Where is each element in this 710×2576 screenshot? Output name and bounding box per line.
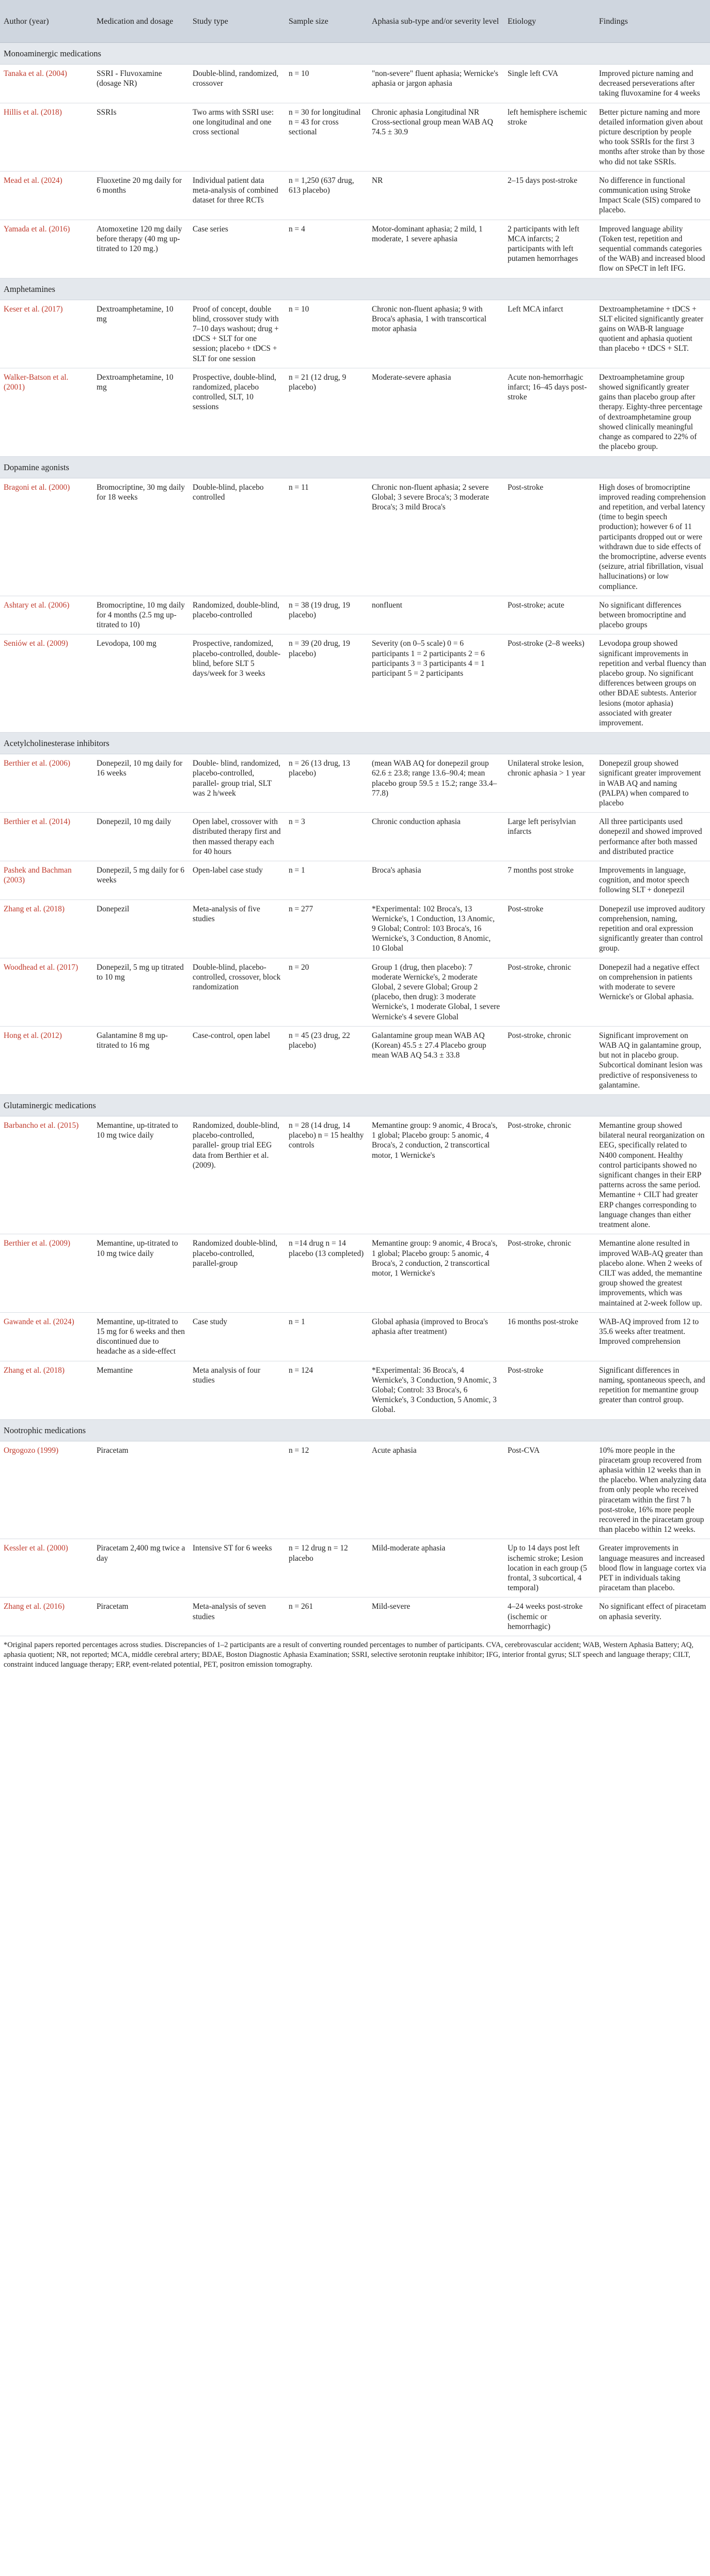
cell-author[interactable]: Keser et al. (2017) (0, 300, 93, 368)
cell-author[interactable]: Hong et al. (2012) (0, 1026, 93, 1094)
cell-author[interactable]: Zhang et al. (2018) (0, 1361, 93, 1419)
cell-medication: Piracetam (93, 1441, 189, 1539)
cell-aphasia: NR (368, 171, 504, 220)
cell-sample-size: n = 1 (285, 861, 368, 900)
cell-author[interactable]: Hillis et al. (2018) (0, 103, 93, 171)
cell-author[interactable]: Tanaka et al. (2004) (0, 65, 93, 103)
cell-aphasia: Memantine group: 9 anomic, 4 Broca's, 1 global; Placebo group: 5 anomic, 4 Broca's, 2 conduction, 2 transcortical motor, 1 Wernicke's (368, 1234, 504, 1312)
cell-findings: Dextroamphetamine group showed significantly greater gains than placebo group after therapy. Eighty-three percentage of dextroamphetamine group showed clinically meaningful change as compared to 22% of the placebo group. (595, 368, 710, 456)
cell-study-type: Individual patient data meta-analysis of combined dataset for three RCTs (189, 171, 285, 220)
cell-medication: Memantine, up-titrated to 10 mg twice daily (93, 1116, 189, 1234)
cell-medication: Dextroamphetamine, 10 mg (93, 368, 189, 456)
table-row (0, 899, 710, 958)
cell-author[interactable]: Seniów et al. (2009) (0, 634, 93, 733)
cell-etiology: Large left perisylvian infarcts (504, 813, 595, 861)
cell-aphasia: Broca's aphasia (368, 861, 504, 900)
cell-aphasia: *Experimental: 36 Broca's, 4 Wernicke's, 3 Conduction, 9 Anomic, 3 Global; Control: 33 Broca's, 6 Wernicke's, 3 Conduction, 5 Anomic, 3 Global. (368, 1361, 504, 1419)
cell-etiology: Post-stroke (2–8 weeks) (504, 634, 595, 733)
cell-medication: SSRIs (93, 103, 189, 171)
table-row (0, 220, 710, 278)
table-row (0, 1234, 710, 1312)
cell-author[interactable]: Kessler et al. (2000) (0, 1539, 93, 1597)
cell-study-type: Case study (189, 1312, 285, 1361)
cell-sample-size: n = 30 for longitudinal n = 43 for cross sectional (285, 103, 368, 171)
section-title: Nootrophic medications (0, 1419, 710, 1441)
cell-findings: WAB-AQ improved from 12 to 35.6 weeks after treatment. Improved comprehension (595, 1312, 710, 1361)
cell-study-type: Open label, crossover with distributed therapy first and then massed therapy each for 40 hours (189, 813, 285, 861)
cell-etiology: Post-stroke (504, 1361, 595, 1419)
table-row (0, 300, 710, 368)
cell-author[interactable]: Mead et al. (2024) (0, 171, 93, 220)
cell-etiology: Post-stroke, chronic (504, 1116, 595, 1234)
cell-etiology: Post-stroke, chronic (504, 1234, 595, 1312)
cell-author[interactable]: Zhang et al. (2016) (0, 1597, 93, 1636)
cell-medication: Memantine, up-titrated to 15 mg for 6 weeks and then discontinued due to headache as a side-effect (93, 1312, 189, 1361)
cell-etiology: Post-stroke; acute (504, 596, 595, 634)
cell-findings: Improvements in language, cognition, and motor speech following SLT + donepezil (595, 861, 710, 900)
cell-study-type: Randomized double-blind, placebo-controlled, parallel-group (189, 1234, 285, 1312)
cell-findings: Memantine group showed bilateral neural reorganization on EEG, specifically related to N400 component. Healthy control participants showed no significant changes in their ERP patterns across the same period. Memantine + CILT had greater ERP changes corresponding to language changes than either treatment alone. (595, 1116, 710, 1234)
cell-findings: Dextroamphetamine + tDCS + SLT elicited significantly greater gains on WAB-R language quotient and aphasia quotient than placebo + tDCS + SLT. (595, 300, 710, 368)
cell-author[interactable]: Pashek and Bachman (2003) (0, 861, 93, 900)
cell-etiology: left hemisphere ischemic stroke (504, 103, 595, 171)
cell-etiology: 16 months post-stroke (504, 1312, 595, 1361)
cell-aphasia: Memantine group: 9 anomic, 4 Broca's, 1 global; Placebo group: 5 anomic, 4 Broca's, 2 conduction, 2 transcortical motor, 1 Wernicke's (368, 1116, 504, 1234)
table-row (0, 1116, 710, 1234)
cell-author[interactable]: Walker-Batson et al. (2001) (0, 368, 93, 456)
section-title: Dopamine agonists (0, 456, 710, 478)
header-sample-size: Sample size (285, 0, 368, 43)
cell-sample-size: n =14 drug n = 14 placebo (13 completed) (285, 1234, 368, 1312)
cell-etiology: Post-stroke (504, 478, 595, 596)
cell-medication: Atomoxetine 120 mg daily before therapy (40 mg up-titrated to 120 mg.) (93, 220, 189, 278)
cell-etiology: Acute non-hemorrhagic infarct; 16–45 days post-stroke (504, 368, 595, 456)
section-header-row (0, 1095, 710, 1116)
cell-author[interactable]: Berthier et al. (2006) (0, 754, 93, 813)
table-row (0, 634, 710, 733)
cell-sample-size: n = 1 (285, 1312, 368, 1361)
table-row (0, 368, 710, 456)
section-title: Acetylcholinesterase inhibitors (0, 733, 710, 754)
cell-etiology: Post-CVA (504, 1441, 595, 1539)
cell-etiology: Post-stroke, chronic (504, 1026, 595, 1094)
cell-medication: Donepezil, 10 mg daily (93, 813, 189, 861)
header-author: Author (year) (0, 0, 93, 43)
cell-aphasia: Acute aphasia (368, 1441, 504, 1539)
cell-author[interactable]: Ashtary et al. (2006) (0, 596, 93, 634)
table-row (0, 103, 710, 171)
cell-author[interactable]: Orgogozo (1999) (0, 1441, 93, 1539)
cell-medication: Donepezil (93, 899, 189, 958)
cell-findings: Greater improvements in language measures and increased blood flow in language cortex via PET in individuals taking piracetam than placebo. (595, 1539, 710, 1597)
cell-sample-size: n = 1,250 (637 drug, 613 placebo) (285, 171, 368, 220)
cell-medication: SSRI - Fluvoxamine (dosage NR) (93, 65, 189, 103)
cell-medication: Piracetam 2,400 mg twice a day (93, 1539, 189, 1597)
cell-aphasia: Chronic conduction aphasia (368, 813, 504, 861)
cell-etiology: 4–24 weeks post-stroke (ischemic or hemorrhagic) (504, 1597, 595, 1636)
cell-etiology: Post-stroke, chronic (504, 958, 595, 1026)
cell-author[interactable]: Woodhead et al. (2017) (0, 958, 93, 1026)
table-row (0, 1361, 710, 1419)
cell-findings: Significant improvement on WAB AQ in galantamine group, but not in placebo group. Subcortical dominant lesion was predictive of responsiveness to galantamine. (595, 1026, 710, 1094)
cell-author[interactable]: Zhang et al. (2018) (0, 899, 93, 958)
cell-medication: Donepezil, 10 mg daily for 16 weeks (93, 754, 189, 813)
cell-study-type: Double-blind, randomized, crossover (189, 65, 285, 103)
cell-sample-size: n = 277 (285, 899, 368, 958)
cell-findings: Better picture naming and more detailed information given about picture description by people who took SSRIs for the first 3 months after stroke than by those who did not take SSRIs. (595, 103, 710, 171)
cell-sample-size: n = 261 (285, 1597, 368, 1636)
cell-sample-size: n = 38 (19 drug, 19 placebo) (285, 596, 368, 634)
header-medication: Medication and dosage (93, 0, 189, 43)
cell-study-type: Double-blind, placebo-controlled, crossover, block randomization (189, 958, 285, 1026)
cell-aphasia: Severity (on 0–5 scale) 0 = 6 participants 1 = 2 participants 2 = 6 participants 3 = 3 participants 4 = 1 participant 5 = 2 participants (368, 634, 504, 733)
section-title: Monoaminergic medications (0, 43, 710, 65)
table-row (0, 171, 710, 220)
cell-sample-size: n = 3 (285, 813, 368, 861)
cell-medication: Fluoxetine 20 mg daily for 6 months (93, 171, 189, 220)
cell-study-type: Double- blind, randomized, placebo-controlled, parallel- group trial, SLT was 2 h/week (189, 754, 285, 813)
table-row (0, 596, 710, 634)
table-row (0, 754, 710, 813)
cell-aphasia: Global aphasia (improved to Broca's aphasia after treatment) (368, 1312, 504, 1361)
cell-sample-size: n = 124 (285, 1361, 368, 1419)
cell-aphasia: Mild-moderate aphasia (368, 1539, 504, 1597)
table-row (0, 65, 710, 103)
cell-study-type: Meta-analysis of five studies (189, 899, 285, 958)
footnote: *Original papers reported percentages across studies. Discrepancies of 1–2 participants are a result of converting rounded percentages to number of participants. CVA, cerebrovascular accident; WAB, Western Aphasia Battery; AQ, aphasia quotient; NR, not reported; MCA, middle cerebral artery; BDAE, Boston Diagnostic Aphasia Examination; SSRI, selective serotonin reuptake inhibitor; IFG, interior frontal gyrus; SLT speech and language therapy; CILT, constraint induced language therapy; ERP, event-related potential, PET, positron emission tomography. (4, 1641, 694, 1669)
cell-etiology: 7 months post stroke (504, 861, 595, 900)
cell-findings: Improved picture naming and decreased perseverations after taking fluvoxamine for 4 weeks (595, 65, 710, 103)
section-header-row (0, 733, 710, 754)
cell-findings: Significant differences in naming, spontaneous speech, and repetition for memantine group greater than control group. (595, 1361, 710, 1419)
cell-sample-size: n = 28 (14 drug, 14 placebo) n = 15 healthy controls (285, 1116, 368, 1234)
cell-sample-size: n = 45 (23 drug, 22 placebo) (285, 1026, 368, 1094)
cell-medication: Bromocriptine, 30 mg daily for 18 weeks (93, 478, 189, 596)
cell-medication: Donepezil, 5 mg daily for 6 weeks (93, 861, 189, 900)
header-findings: Findings (595, 0, 710, 43)
cell-sample-size: n = 10 (285, 300, 368, 368)
cell-aphasia: *Experimental: 102 Broca's, 13 Wernicke's, 1 Conduction, 13 Anomic, 9 Global; Control: 103 Broca's, 16 Wernicke's, 3 Conduction, 8 Anomic, 10 Global (368, 899, 504, 958)
cell-medication: Dextroamphetamine, 10 mg (93, 300, 189, 368)
section-header-row (0, 278, 710, 300)
cell-aphasia: Chronic non-fluent aphasia; 2 severe Global; 3 severe Broca's; 3 moderate Broca's; 3 mild Broca's (368, 478, 504, 596)
cell-study-type: Two arms with SSRI use: one longitudinal and one cross sectional (189, 103, 285, 171)
header-aphasia: Aphasia sub-type and/or severity level (368, 0, 504, 43)
cell-aphasia: nonfluent (368, 596, 504, 634)
cell-aphasia: Moderate-severe aphasia (368, 368, 504, 456)
cell-findings: No significant effect of piracetam on aphasia severity. (595, 1597, 710, 1636)
cell-sample-size: n = 26 (13 drug, 13 placebo) (285, 754, 368, 813)
table-row (0, 861, 710, 900)
cell-etiology: Post-stroke (504, 899, 595, 958)
table-row (0, 1312, 710, 1361)
cell-findings: Donepezil had a negative effect on comprehension in patients with moderate to severe Wernicke's or Global aphasia. (595, 958, 710, 1026)
cell-sample-size: n = 4 (285, 220, 368, 278)
table-row (0, 1539, 710, 1597)
cell-author[interactable]: Yamada et al. (2016) (0, 220, 93, 278)
section-title: Glutaminergic medications (0, 1095, 710, 1116)
table-row (0, 958, 710, 1026)
cell-study-type: Open-label case study (189, 861, 285, 900)
section-title: Amphetamines (0, 278, 710, 300)
table-row (0, 1597, 710, 1636)
cell-findings: All three participants used donepezil and showed improved performance after both massed and distributed practice (595, 813, 710, 861)
cell-etiology: Unilateral stroke lesion, chronic aphasia > 1 year (504, 754, 595, 813)
cell-study-type: Randomized, double-blind, placebo-controlled (189, 596, 285, 634)
cell-aphasia: Group 1 (drug, then placebo): 7 moderate Wernicke's, 2 moderate Global, 2 severe Global; Group 2 (placebo, then drug): 3 moderate Wernicke's, 1 moderate Global, 1 severe Wernicke's 4 severe Global (368, 958, 504, 1026)
section-header-row (0, 43, 710, 65)
cell-author[interactable]: Gawande et al. (2024) (0, 1312, 93, 1361)
cell-etiology: 2 participants with left MCA infarcts; 2 participants with left putamen hemorrhages (504, 220, 595, 278)
cell-etiology: Single left CVA (504, 65, 595, 103)
cell-study-type: Case-control, open label (189, 1026, 285, 1094)
cell-sample-size: n = 11 (285, 478, 368, 596)
cell-medication: Levodopa, 100 mg (93, 634, 189, 733)
cell-study-type: Prospective, double-blind, randomized, placebo controlled, SLT, 10 sessions (189, 368, 285, 456)
cell-medication: Donepezil, 5 mg up titrated to 10 mg (93, 958, 189, 1026)
cell-sample-size: n = 39 (20 drug, 19 placebo) (285, 634, 368, 733)
cell-findings: No difference in functional communication using Stroke Impact Scale (SIS) compared to placebo. (595, 171, 710, 220)
cell-study-type: Meta-analysis of seven studies (189, 1597, 285, 1636)
cell-study-type: Intensive ST for 6 weeks (189, 1539, 285, 1597)
cell-findings: High doses of bromocriptine improved reading comprehension and repetition, and verbal latency (time to begin speech production); however 6 of 11 participants dropped out or were withdrawn due to side effects of the bromocriptine, adverse events (seizure, atrial fibrillation, visual hallucinations) or low compliance. (595, 478, 710, 596)
table-row (0, 1026, 710, 1094)
cell-study-type: Double-blind, placebo controlled (189, 478, 285, 596)
section-header-row (0, 1419, 710, 1441)
cell-findings: Levodopa group showed significant improvements in repetition and verbal fluency than placebo group. No significant differences between groups on other BDAE subtests. Anterior lesions (motor aphasia) associated with greater improvement. (595, 634, 710, 733)
cell-author[interactable]: Berthier et al. (2009) (0, 1234, 93, 1312)
cell-study-type: Meta analysis of four studies (189, 1361, 285, 1419)
table-header-row (0, 0, 710, 43)
table-row (0, 813, 710, 861)
section-header-row (0, 456, 710, 478)
cell-author[interactable]: Berthier et al. (2014) (0, 813, 93, 861)
cell-aphasia: "non-severe" fluent aphasia; Wernicke's aphasia or jargon aphasia (368, 65, 504, 103)
cell-study-type: Proof of concept, double blind, crossover study with 7–10 days washout; drug + tDCS + SLT for one session; placebo + tDCS + SLT for one session (189, 300, 285, 368)
cell-medication: Piracetam (93, 1597, 189, 1636)
cell-findings: 10% more people in the piracetam group recovered from aphasia within 12 weeks than in the placebo. When analyzing data from only people who received piracetam within the first 7 h post-stroke, 16% more people recovered in the piracetam group than placebo within 12 weeks. (595, 1441, 710, 1539)
cell-aphasia: (mean WAB AQ for donepezil group 62.6 ± 23.8; range 13.6–90.4; mean placebo group 59.5 ± 15.2; range 33.4–77.8) (368, 754, 504, 813)
cell-aphasia: Chronic non-fluent aphasia; 9 with Broca's aphasia, 1 with transcortical motor aphasia (368, 300, 504, 368)
cell-sample-size: n = 12 drug n = 12 placebo (285, 1539, 368, 1597)
cell-sample-size: n = 20 (285, 958, 368, 1026)
cell-findings: No significant differences between bromocriptine and placebo groups (595, 596, 710, 634)
cell-sample-size: n = 21 (12 drug, 9 placebo) (285, 368, 368, 456)
cell-study-type: Case series (189, 220, 285, 278)
cell-medication: Galantamine 8 mg up-titrated to 16 mg (93, 1026, 189, 1094)
table-row (0, 1441, 710, 1539)
cell-medication: Memantine, up-titrated to 10 mg twice daily (93, 1234, 189, 1312)
header-study-type: Study type (189, 0, 285, 43)
cell-findings: Improved language ability (Token test, repetition and sequential commands categories of the WAB) and increased blood flow on SPeCT in left IFG. (595, 220, 710, 278)
header-etiology: Etiology (504, 0, 595, 43)
cell-aphasia: Galantamine group mean WAB AQ (Korean) 45.5 ± 27.4 Placebo group mean WAB AQ 54.3 ± 33.8 (368, 1026, 504, 1094)
cell-aphasia: Chronic aphasia Longitudinal NR Cross-sectional group mean WAB AQ 74.5 ± 30.9 (368, 103, 504, 171)
cell-aphasia: Motor-dominant aphasia; 2 mild, 1 moderate, 1 severe aphasia (368, 220, 504, 278)
cell-study-type: Randomized, double-blind, placebo-controlled, parallel- group trial EEG data from Berthier et al. (2009). (189, 1116, 285, 1234)
table-row (0, 478, 710, 596)
cell-findings: Donepezil group showed significant greater improvement in WAB AQ and naming (PALPA) when compared to placebo (595, 754, 710, 813)
cell-etiology: Up to 14 days post left ischemic stroke; Lesion location in each group (5 frontal, 3 subcortical, 4 temporal) (504, 1539, 595, 1597)
cell-sample-size: n = 12 (285, 1441, 368, 1539)
cell-findings: Memantine alone resulted in improved WAB-AQ greater than placebo alone. When 2 weeks of CILT was added, the memantine group showed the greatest improvements, which was maintained at 2-week follow up. (595, 1234, 710, 1312)
cell-medication: Bromocriptine, 10 mg daily for 4 months (2.5 mg up-titrated to 10) (93, 596, 189, 634)
cell-etiology: 2–15 days post-stroke (504, 171, 595, 220)
cell-findings: Donepezil use improved auditory comprehension, naming, repetition and oral expression significantly greater than control group. (595, 899, 710, 958)
cell-author[interactable]: Barbancho et al. (2015) (0, 1116, 93, 1234)
cell-author[interactable]: Bragoni et al. (2000) (0, 478, 93, 596)
cell-etiology: Left MCA infarct (504, 300, 595, 368)
cell-medication: Memantine (93, 1361, 189, 1419)
table-body (0, 43, 710, 1636)
cell-study-type: Prospective, randomized, placebo-controlled, double-blind, before SLT 5 days/week for 3 weeks (189, 634, 285, 733)
cell-study-type (189, 1441, 285, 1539)
cell-sample-size: n = 10 (285, 65, 368, 103)
cell-aphasia: Mild-severe (368, 1597, 504, 1636)
